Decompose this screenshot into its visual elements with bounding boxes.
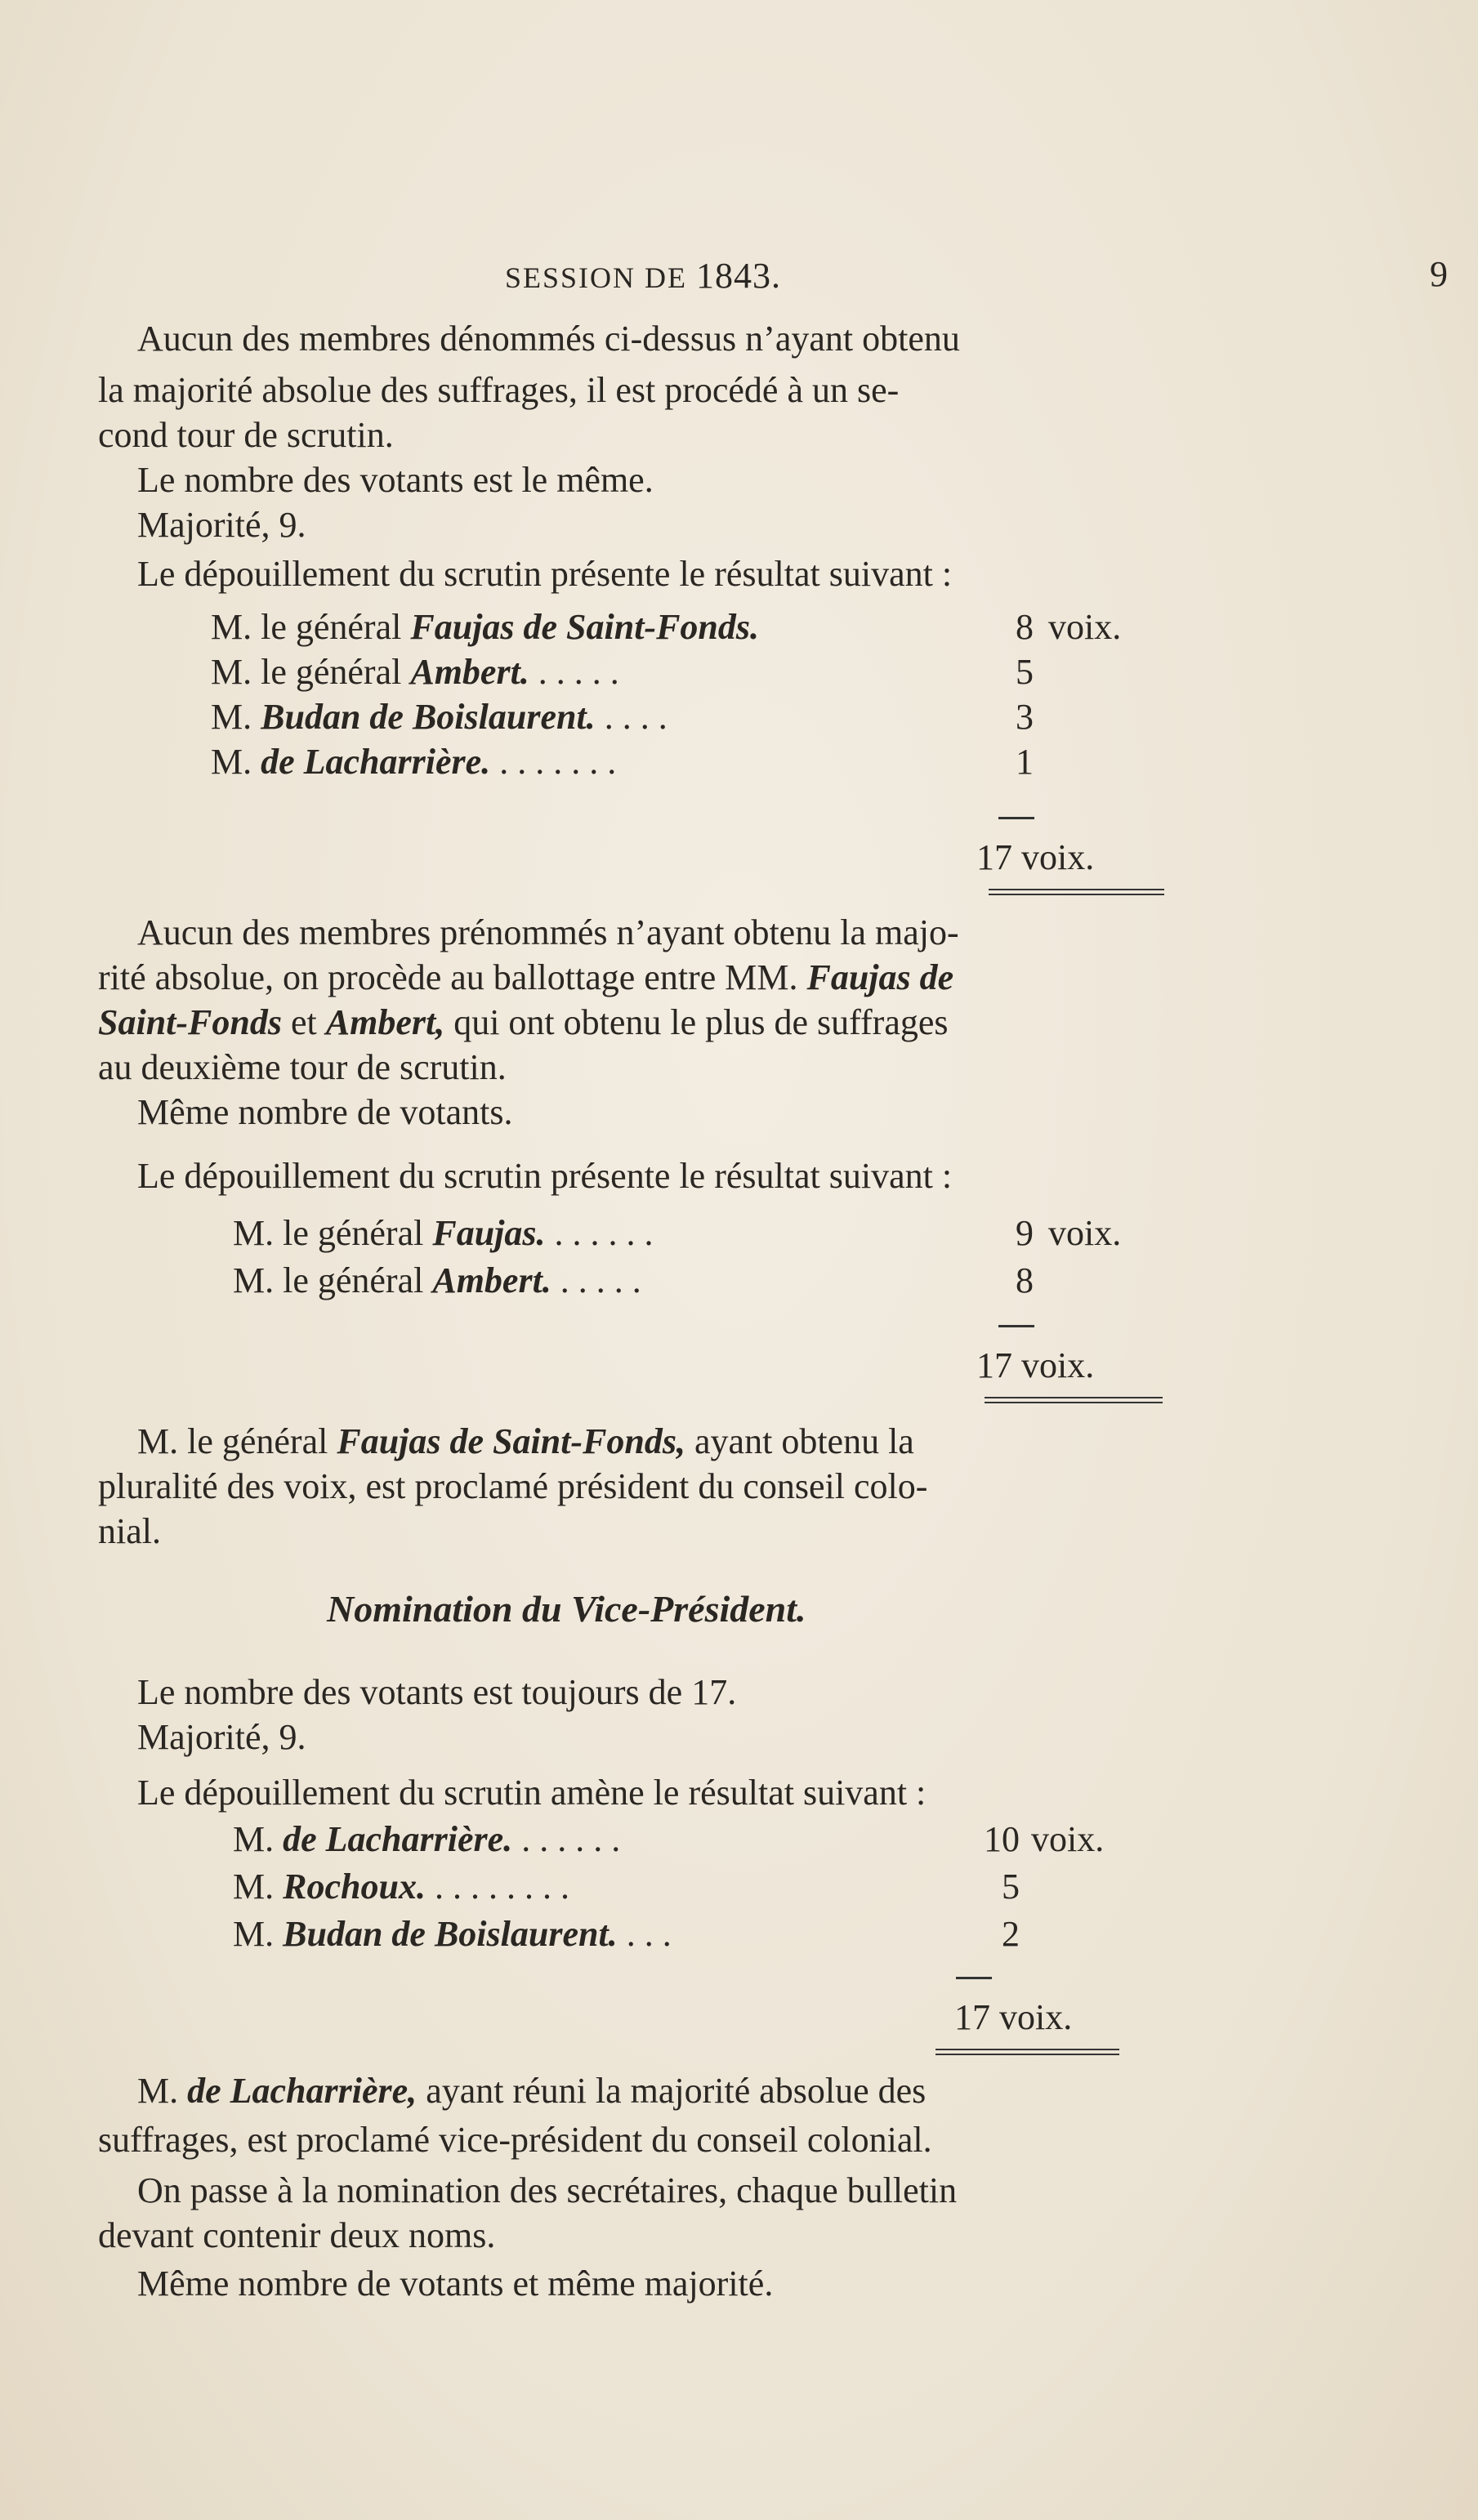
section-heading: Nomination du Vice-Président. bbox=[327, 1588, 806, 1630]
vote1-row-2-dots: . . . . . bbox=[529, 652, 619, 692]
vote2-row-2-count: 8 bbox=[1016, 1260, 1034, 1300]
p2-voters: Même nombre de votants. bbox=[137, 1092, 513, 1132]
p5-line-5: Même nombre de votants et même majorité. bbox=[137, 2264, 774, 2304]
vote3-row-2 bbox=[233, 1862, 569, 1911]
running-header bbox=[505, 255, 781, 297]
vote3-total: 17 voix. bbox=[954, 1997, 1073, 2037]
vote2-row-1-dots: . . . . . . bbox=[545, 1213, 654, 1253]
vote1-row-3-dots: . . . . bbox=[595, 697, 668, 737]
vote1-row-2-prefix: M. le général bbox=[211, 652, 411, 692]
vote1-row-1-count: 8 bbox=[1016, 607, 1034, 647]
p2-intro: Le dépouillement du scrutin présente le résultat suivant : bbox=[137, 1156, 953, 1196]
vote1-row-1-prefix: M. le général bbox=[211, 607, 411, 647]
vote3-row-3-name: Budan de Boislaurent. bbox=[283, 1914, 618, 1954]
vote1-row-2 bbox=[211, 648, 619, 697]
p2-line-3-rest: qui ont obtenu le plus de suffrages bbox=[444, 1002, 949, 1042]
vote2-row-1-count: 9 bbox=[1016, 1213, 1034, 1253]
vote2-row-2-name: Ambert. bbox=[432, 1260, 551, 1300]
p2-line-2 bbox=[98, 953, 953, 1002]
p5-line-1-prefix: M. bbox=[137, 2071, 188, 2111]
p1-line-2: la majorité absolue des suffrages, il est procédé à un se- bbox=[98, 370, 900, 410]
vote1-row-3-count: 3 bbox=[1016, 697, 1034, 737]
vote3-row-1-count: 10 bbox=[984, 1819, 1020, 1859]
vote2-row-2-dots: . . . . . bbox=[551, 1260, 641, 1300]
p3-line-1-name: Faujas de Saint-Fonds, bbox=[337, 1421, 686, 1461]
p5-line-4: devant contenir deux noms. bbox=[98, 2215, 496, 2255]
vote2-row-2-prefix: M. le général bbox=[233, 1260, 433, 1300]
vote1-sum-rule bbox=[998, 817, 1034, 819]
vote2-row-1-unit: voix. bbox=[1048, 1213, 1122, 1253]
vote3-sum-rule bbox=[956, 1977, 992, 1979]
vote2-row-1-name: Faujas. bbox=[432, 1213, 546, 1253]
p2-name-ambert: Ambert, bbox=[325, 1002, 445, 1042]
p5-line-3: On passe à la nomination des secrétaires, chaque bulletin bbox=[137, 2170, 958, 2210]
vote2-double-rule bbox=[985, 1397, 1163, 1403]
vote1-row-1 bbox=[211, 603, 759, 652]
p3-line-3: nial. bbox=[98, 1511, 161, 1551]
vote1-double-rule bbox=[989, 889, 1164, 895]
vote3-row-3-count: 2 bbox=[1002, 1914, 1020, 1954]
p5-line-1-rest: ayant réuni la majorité absolue des bbox=[417, 2071, 927, 2111]
vote3-row-1-name: de Lacharrière. bbox=[283, 1819, 513, 1859]
header-year: 1843. bbox=[696, 256, 782, 296]
header-title: SESSION DE bbox=[505, 261, 697, 294]
vote3-row-3-prefix: M. bbox=[233, 1914, 284, 1954]
p4-voters: Le nombre des votants est toujours de 17. bbox=[137, 1672, 737, 1712]
vote1-row-2-count: 5 bbox=[1016, 652, 1034, 692]
vote1-row-1-unit: voix. bbox=[1048, 607, 1122, 647]
p4-intro: Le dépouillement du scrutin amène le résultat suivant : bbox=[137, 1773, 927, 1813]
vote1-row-2-name: Ambert. bbox=[410, 652, 529, 692]
vote3-row-2-dots: . . . . . . . . bbox=[425, 1867, 569, 1907]
vote2-row-1 bbox=[233, 1209, 654, 1258]
vote1-row-4-count: 1 bbox=[1016, 742, 1034, 782]
p5-line-1 bbox=[137, 2067, 926, 2116]
page-number: 9 bbox=[1430, 254, 1449, 294]
p5-line-1-name: de Lacharrière, bbox=[187, 2071, 418, 2111]
p1-voters: Le nombre des votants est le même. bbox=[137, 460, 654, 500]
p1-line-1: Aucun des membres dénommés ci-dessus n’ayant obtenu bbox=[137, 319, 960, 359]
vote3-row-2-prefix: M. bbox=[233, 1867, 284, 1907]
vote3-row-1-dots: . . . . . . bbox=[512, 1819, 621, 1859]
vote1-row-4-prefix: M. bbox=[211, 742, 261, 782]
vote3-row-3 bbox=[233, 1910, 672, 1959]
vote3-row-1-prefix: M. bbox=[233, 1819, 284, 1859]
p2-line-3 bbox=[98, 998, 949, 1047]
vote3-row-2-count: 5 bbox=[1002, 1867, 1020, 1907]
p1-intro: Le dépouillement du scrutin présente le résultat suivant : bbox=[137, 554, 953, 594]
vote2-total: 17 voix. bbox=[976, 1345, 1095, 1385]
p3-line-2: pluralité des voix, est proclamé président du conseil colo- bbox=[98, 1466, 928, 1506]
vote1-row-1-name: Faujas de Saint-Fonds. bbox=[410, 607, 760, 647]
vote2-row-1-prefix: M. le général bbox=[233, 1213, 433, 1253]
p2-line-1: Aucun des membres prénommés n’ayant obtenu la majo- bbox=[137, 912, 959, 952]
p2-line-4: au deuxième tour de scrutin. bbox=[98, 1047, 507, 1087]
vote1-row-3-name: Budan de Boislaurent. bbox=[261, 697, 596, 737]
vote2-sum-rule bbox=[998, 1325, 1034, 1327]
p3-line-1-prefix: M. le général bbox=[137, 1421, 337, 1461]
p2-line-3-and: et bbox=[281, 1002, 326, 1042]
p5-line-2: suffrages, est proclamé vice-président du conseil colonial. bbox=[98, 2120, 932, 2160]
vote1-total: 17 voix. bbox=[976, 837, 1095, 877]
p2-name-saint-fonds: Saint-Fonds bbox=[98, 1002, 282, 1042]
vote3-row-1 bbox=[233, 1815, 620, 1864]
vote1-row-4 bbox=[211, 738, 616, 787]
p3-line-1 bbox=[137, 1417, 914, 1466]
p3-line-1-rest: ayant obtenu la bbox=[685, 1421, 914, 1461]
vote1-row-4-name: de Lacharrière. bbox=[261, 742, 491, 782]
vote3-double-rule bbox=[935, 2049, 1119, 2055]
vote3-row-3-dots: . . . bbox=[617, 1914, 672, 1954]
vote2-row-2 bbox=[233, 1256, 641, 1305]
p1-majority: Majorité, 9. bbox=[137, 505, 306, 545]
p2-line-2-name: Faujas de bbox=[806, 957, 954, 997]
vote3-row-2-name: Rochoux. bbox=[283, 1867, 426, 1907]
vote1-row-3 bbox=[211, 693, 668, 742]
p4-majority: Majorité, 9. bbox=[137, 1717, 306, 1757]
vote1-row-3-prefix: M. bbox=[211, 697, 261, 737]
p2-line-2-text: rité absolue, on procède au ballottage entre MM. bbox=[98, 957, 807, 997]
vote3-row-1-unit: voix. bbox=[1031, 1819, 1105, 1859]
p1-line-3: cond tour de scrutin. bbox=[98, 415, 394, 455]
vote1-row-4-dots: . . . . . . . bbox=[490, 742, 617, 782]
